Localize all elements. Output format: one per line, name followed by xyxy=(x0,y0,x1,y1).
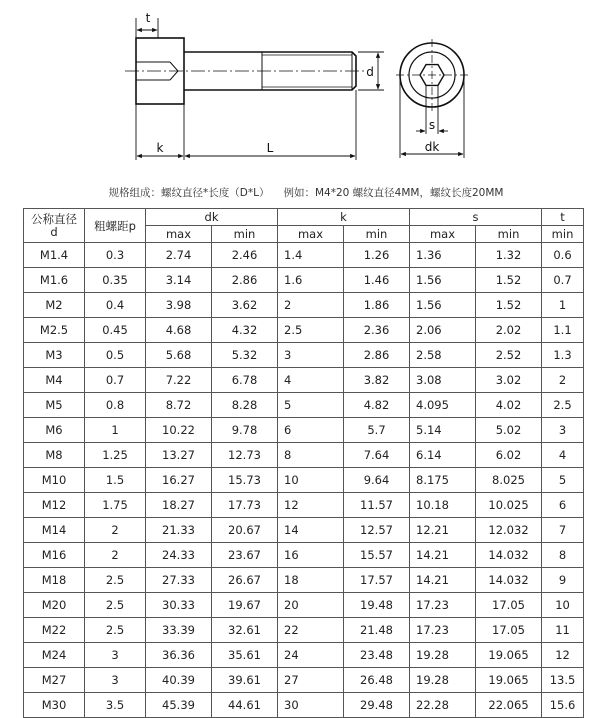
cell-s-max: 14.21 xyxy=(410,543,476,568)
table-row xyxy=(24,343,584,368)
cell-s-max: 6.14 xyxy=(410,443,476,468)
cell-s-min: 14.032 xyxy=(476,568,542,593)
cell-nominal-d: M2 xyxy=(24,293,85,318)
cell-dk-max: 21.33 xyxy=(146,518,212,543)
cell-dk-min: 5.32 xyxy=(212,343,278,368)
cell-s-min: 1.52 xyxy=(476,293,542,318)
header-dk: dk xyxy=(146,209,278,226)
cell-s-min: 19.065 xyxy=(476,668,542,693)
cell-s-max: 1.36 xyxy=(410,243,476,268)
cell-pitch: 0.45 xyxy=(85,318,146,343)
cell-s-min: 14.032 xyxy=(476,543,542,568)
header-nominal-line1: 公称直径 xyxy=(31,211,77,226)
cell-s-min: 5.02 xyxy=(476,418,542,443)
cell-dk-min: 2.86 xyxy=(212,268,278,293)
cell-dk-min: 35.61 xyxy=(212,643,278,668)
cell-k-max: 1.4 xyxy=(278,243,344,268)
table-row xyxy=(24,468,584,493)
cell-s-max: 2.58 xyxy=(410,343,476,368)
table-row xyxy=(24,668,584,693)
cell-k-max: 18 xyxy=(278,568,344,593)
cell-s-min: 4.02 xyxy=(476,393,542,418)
spec-caption xyxy=(0,185,612,200)
cell-nominal-d: M4 xyxy=(24,368,85,393)
cell-s-min: 3.02 xyxy=(476,368,542,393)
table-row xyxy=(24,693,584,718)
cell-k-max: 12 xyxy=(278,493,344,518)
cell-dk-min: 2.46 xyxy=(212,243,278,268)
cell-t-min: 8 xyxy=(542,543,584,568)
cell-pitch: 1 xyxy=(85,418,146,443)
cell-k-min: 11.57 xyxy=(344,493,410,518)
cell-s-min: 12.032 xyxy=(476,518,542,543)
cell-nominal-d: M16 xyxy=(24,543,85,568)
cell-s-max: 12.21 xyxy=(410,518,476,543)
cell-dk-min: 19.67 xyxy=(212,593,278,618)
table-row xyxy=(24,268,584,293)
cell-dk-max: 3.98 xyxy=(146,293,212,318)
header-k: k xyxy=(278,209,410,226)
cell-t-min: 6 xyxy=(542,493,584,518)
cell-k-min: 12.57 xyxy=(344,518,410,543)
cell-k-max: 3 xyxy=(278,343,344,368)
cell-k-max: 22 xyxy=(278,618,344,643)
cell-pitch: 2 xyxy=(85,518,146,543)
cell-dk-max: 10.22 xyxy=(146,418,212,443)
cell-nominal-d: M18 xyxy=(24,568,85,593)
table-body xyxy=(24,243,584,718)
cell-k-max: 30 xyxy=(278,693,344,718)
cell-s-min: 10.025 xyxy=(476,493,542,518)
table-row xyxy=(24,643,584,668)
cell-k-min: 3.82 xyxy=(344,368,410,393)
cell-dk-min: 17.73 xyxy=(212,493,278,518)
cell-s-max: 14.21 xyxy=(410,568,476,593)
cell-pitch: 0.8 xyxy=(85,393,146,418)
cell-dk-min: 39.61 xyxy=(212,668,278,693)
screw-technical-drawing xyxy=(0,0,612,180)
cell-s-max: 19.28 xyxy=(410,643,476,668)
table-row xyxy=(24,493,584,518)
cell-dk-max: 8.72 xyxy=(146,393,212,418)
cell-dk-max: 7.22 xyxy=(146,368,212,393)
cell-k-min: 17.57 xyxy=(344,568,410,593)
cell-pitch: 2.5 xyxy=(85,568,146,593)
cell-t-min: 15.6 xyxy=(542,693,584,718)
cell-k-max: 2.5 xyxy=(278,318,344,343)
cell-t-min: 3 xyxy=(542,418,584,443)
header-pitch: 粗螺距p xyxy=(85,209,146,243)
cell-t-min: 2.5 xyxy=(542,393,584,418)
cell-s-max: 8.175 xyxy=(410,468,476,493)
cell-pitch: 0.35 xyxy=(85,268,146,293)
cell-t-min: 5 xyxy=(542,468,584,493)
cell-k-min: 15.57 xyxy=(344,543,410,568)
table-row xyxy=(24,518,584,543)
cell-dk-min: 12.73 xyxy=(212,443,278,468)
cell-dk-max: 27.33 xyxy=(146,568,212,593)
cell-k-min: 1.46 xyxy=(344,268,410,293)
table-row xyxy=(24,443,584,468)
cell-dk-min: 8.28 xyxy=(212,393,278,418)
label-k: k xyxy=(156,141,164,155)
cell-k-min: 2.86 xyxy=(344,343,410,368)
cell-s-max: 4.095 xyxy=(410,393,476,418)
cell-pitch: 1.25 xyxy=(85,443,146,468)
cell-t-min: 0.7 xyxy=(542,268,584,293)
cell-dk-max: 5.68 xyxy=(146,343,212,368)
cell-dk-min: 6.78 xyxy=(212,368,278,393)
cell-pitch: 2.5 xyxy=(85,618,146,643)
screw-end-view xyxy=(396,39,468,111)
cell-nominal-d: M6 xyxy=(24,418,85,443)
cell-k-min: 23.48 xyxy=(344,643,410,668)
cell-k-max: 24 xyxy=(278,643,344,668)
cell-nominal-d: M24 xyxy=(24,643,85,668)
cell-dk-max: 4.68 xyxy=(146,318,212,343)
cell-s-min: 17.05 xyxy=(476,618,542,643)
cell-k-max: 4 xyxy=(278,368,344,393)
header-nominal-diameter xyxy=(24,209,85,243)
label-d: d xyxy=(366,65,374,79)
table-row xyxy=(24,368,584,393)
spec-table xyxy=(23,208,584,718)
cell-s-max: 2.06 xyxy=(410,318,476,343)
cell-k-max: 8 xyxy=(278,443,344,468)
cell-s-min: 1.52 xyxy=(476,268,542,293)
cell-k-min: 9.64 xyxy=(344,468,410,493)
header-t: t xyxy=(542,209,584,226)
cell-k-min: 7.64 xyxy=(344,443,410,468)
cell-t-min: 12 xyxy=(542,643,584,668)
header-dk-min: min xyxy=(212,226,278,243)
cell-pitch: 0.3 xyxy=(85,243,146,268)
header-s: s xyxy=(410,209,542,226)
cell-s-min: 6.02 xyxy=(476,443,542,468)
cell-s-min: 2.52 xyxy=(476,343,542,368)
cell-pitch: 2.5 xyxy=(85,593,146,618)
header-nominal-line2: d xyxy=(50,224,58,239)
header-s-max: max xyxy=(410,226,476,243)
cell-s-max: 1.56 xyxy=(410,293,476,318)
table-row xyxy=(24,243,584,268)
cell-dk-min: 4.32 xyxy=(212,318,278,343)
cell-s-max: 1.56 xyxy=(410,268,476,293)
cell-dk-min: 23.67 xyxy=(212,543,278,568)
table-row xyxy=(24,318,584,343)
cell-k-max: 5 xyxy=(278,393,344,418)
cell-pitch: 1.75 xyxy=(85,493,146,518)
cell-s-min: 19.065 xyxy=(476,643,542,668)
cell-pitch: 3 xyxy=(85,668,146,693)
cell-t-min: 1 xyxy=(542,293,584,318)
cell-dk-max: 16.27 xyxy=(146,468,212,493)
cell-s-min: 2.02 xyxy=(476,318,542,343)
cell-k-max: 27 xyxy=(278,668,344,693)
cell-dk-min: 32.61 xyxy=(212,618,278,643)
cell-dk-min: 15.73 xyxy=(212,468,278,493)
cell-k-max: 1.6 xyxy=(278,268,344,293)
cell-nominal-d: M1.4 xyxy=(24,243,85,268)
cell-s-max: 3.08 xyxy=(410,368,476,393)
cell-nominal-d: M2.5 xyxy=(24,318,85,343)
cell-nominal-d: M30 xyxy=(24,693,85,718)
table-row xyxy=(24,418,584,443)
cell-nominal-d: M10 xyxy=(24,468,85,493)
table-row xyxy=(24,393,584,418)
cell-nominal-d: M27 xyxy=(24,668,85,693)
header-k-min: min xyxy=(344,226,410,243)
cell-pitch: 0.4 xyxy=(85,293,146,318)
dimension-k-l xyxy=(136,90,356,160)
cell-dk-max: 45.39 xyxy=(146,693,212,718)
cell-t-min: 1.1 xyxy=(542,318,584,343)
cell-k-min: 4.82 xyxy=(344,393,410,418)
cell-k-min: 5.7 xyxy=(344,418,410,443)
cell-pitch: 3 xyxy=(85,643,146,668)
cell-dk-max: 3.14 xyxy=(146,268,212,293)
cell-t-min: 1.3 xyxy=(542,343,584,368)
label-t: t xyxy=(145,11,151,25)
cell-s-min: 17.05 xyxy=(476,593,542,618)
cell-s-max: 19.28 xyxy=(410,668,476,693)
label-dk: dk xyxy=(424,140,440,154)
header-dk-max: max xyxy=(146,226,212,243)
cell-s-min: 22.065 xyxy=(476,693,542,718)
cell-dk-min: 44.61 xyxy=(212,693,278,718)
cell-k-min: 2.36 xyxy=(344,318,410,343)
cell-k-min: 26.48 xyxy=(344,668,410,693)
cell-dk-max: 30.33 xyxy=(146,593,212,618)
cell-k-max: 16 xyxy=(278,543,344,568)
cell-nominal-d: M1.6 xyxy=(24,268,85,293)
cell-dk-min: 20.67 xyxy=(212,518,278,543)
cell-t-min: 10 xyxy=(542,593,584,618)
table-row xyxy=(24,593,584,618)
cell-t-min: 7 xyxy=(542,518,584,543)
cell-nominal-d: M5 xyxy=(24,393,85,418)
cell-dk-max: 36.36 xyxy=(146,643,212,668)
cell-s-max: 17.23 xyxy=(410,593,476,618)
cell-dk-max: 33.39 xyxy=(146,618,212,643)
cell-s-min: 1.32 xyxy=(476,243,542,268)
cell-dk-max: 13.27 xyxy=(146,443,212,468)
cell-k-min: 19.48 xyxy=(344,593,410,618)
caption-composition: 规格组成：螺纹直径*长度（D*L） xyxy=(108,187,270,199)
cell-k-min: 1.26 xyxy=(344,243,410,268)
cell-k-min: 21.48 xyxy=(344,618,410,643)
cell-k-max: 10 xyxy=(278,468,344,493)
cell-k-max: 6 xyxy=(278,418,344,443)
cell-s-max: 10.18 xyxy=(410,493,476,518)
cell-k-max: 14 xyxy=(278,518,344,543)
cell-nominal-d: M20 xyxy=(24,593,85,618)
cell-pitch: 0.5 xyxy=(85,343,146,368)
cell-t-min: 2 xyxy=(542,368,584,393)
cell-nominal-d: M12 xyxy=(24,493,85,518)
cell-nominal-d: M14 xyxy=(24,518,85,543)
cell-nominal-d: M22 xyxy=(24,618,85,643)
table-row xyxy=(24,293,584,318)
cell-dk-min: 9.78 xyxy=(212,418,278,443)
header-s-min: min xyxy=(476,226,542,243)
cell-dk-max: 24.33 xyxy=(146,543,212,568)
cell-t-min: 0.6 xyxy=(542,243,584,268)
cell-s-min: 8.025 xyxy=(476,468,542,493)
cell-nominal-d: M8 xyxy=(24,443,85,468)
cell-t-min: 13.5 xyxy=(542,668,584,693)
cell-s-max: 5.14 xyxy=(410,418,476,443)
cell-dk-max: 18.27 xyxy=(146,493,212,518)
cell-s-max: 22.28 xyxy=(410,693,476,718)
cell-k-min: 1.86 xyxy=(344,293,410,318)
cell-t-min: 9 xyxy=(542,568,584,593)
cell-k-min: 29.48 xyxy=(344,693,410,718)
cell-dk-min: 3.62 xyxy=(212,293,278,318)
cell-s-max: 17.23 xyxy=(410,618,476,643)
label-L: L xyxy=(266,141,274,155)
caption-example: 例如：M4*20 螺纹直径4MM，螺纹长度20MM xyxy=(283,187,504,199)
cell-dk-max: 40.39 xyxy=(146,668,212,693)
cell-k-max: 20 xyxy=(278,593,344,618)
table-header xyxy=(24,209,584,243)
cell-k-max: 2 xyxy=(278,293,344,318)
cell-pitch: 3.5 xyxy=(85,693,146,718)
cell-t-min: 4 xyxy=(542,443,584,468)
table-row xyxy=(24,568,584,593)
table-row xyxy=(24,543,584,568)
table-row xyxy=(24,618,584,643)
cell-pitch: 2 xyxy=(85,543,146,568)
cell-nominal-d: M3 xyxy=(24,343,85,368)
cell-dk-min: 26.67 xyxy=(212,568,278,593)
label-s: s xyxy=(428,118,436,132)
cell-pitch: 0.7 xyxy=(85,368,146,393)
cell-t-min: 11 xyxy=(542,618,584,643)
cell-dk-max: 2.74 xyxy=(146,243,212,268)
cell-pitch: 1.5 xyxy=(85,468,146,493)
header-t-min: min xyxy=(542,226,584,243)
header-k-max: max xyxy=(278,226,344,243)
